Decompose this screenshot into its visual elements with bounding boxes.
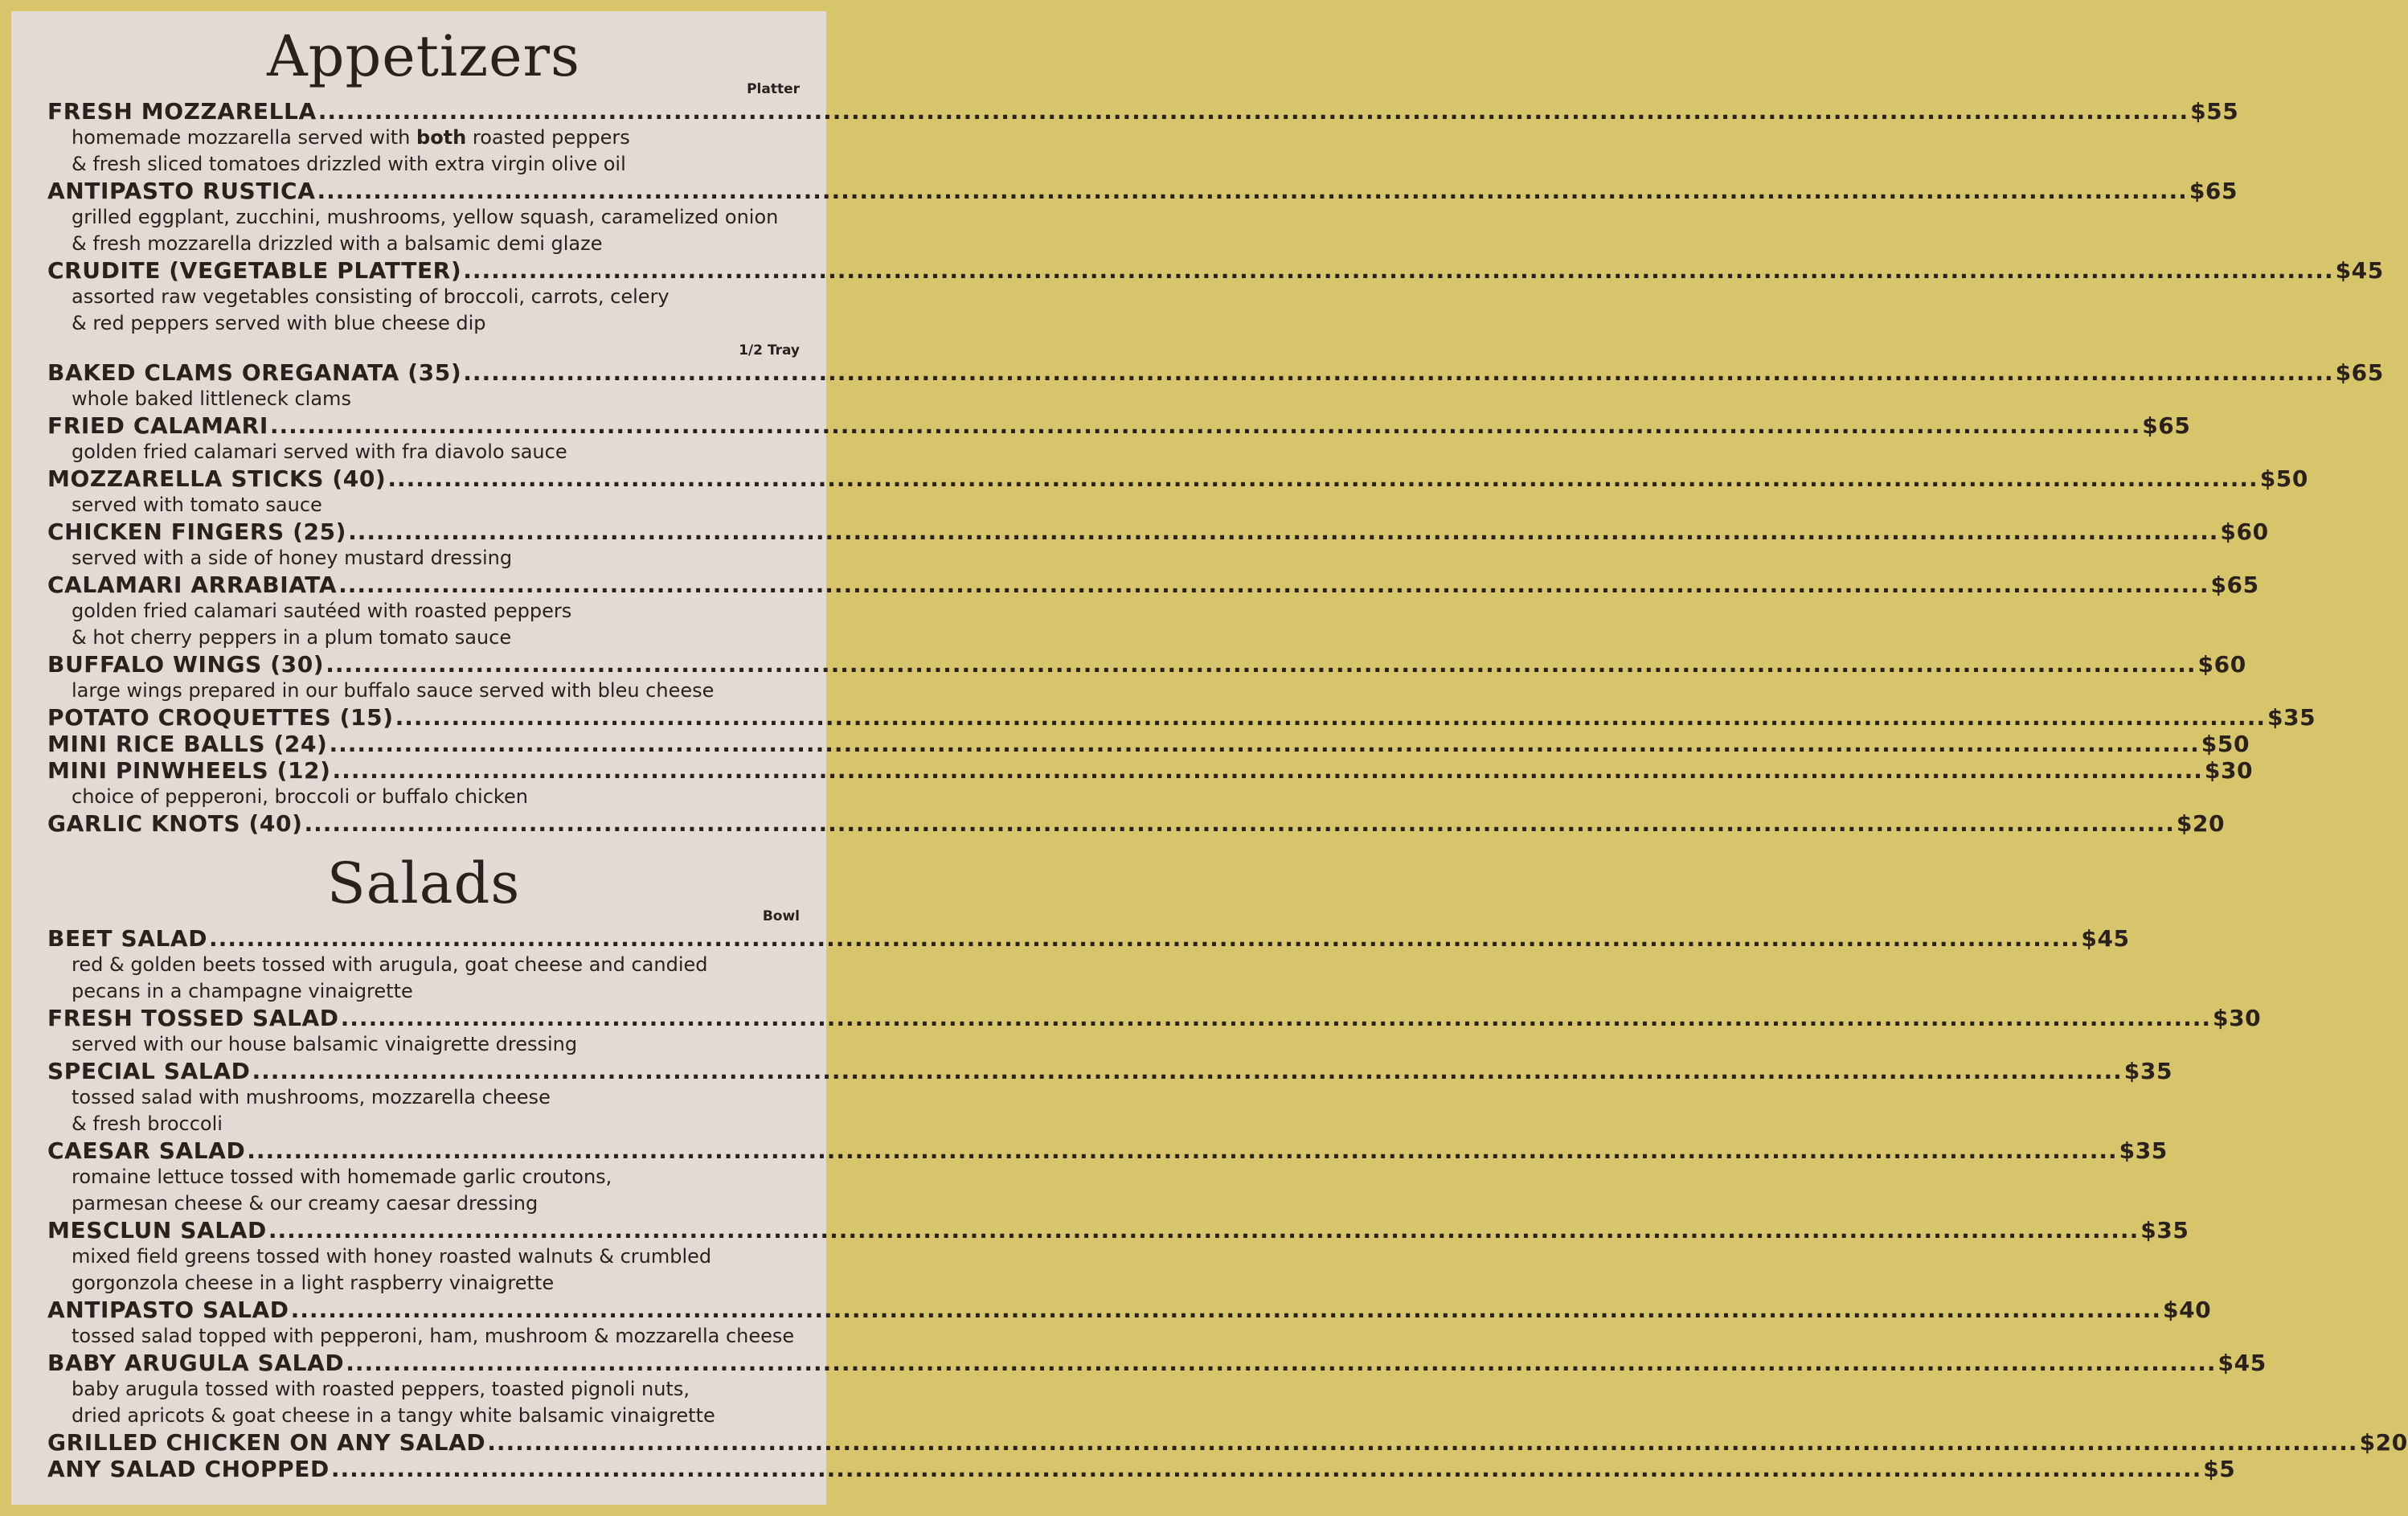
- description-text: parmesan cheese & our creamy caesar dressing: [72, 1192, 539, 1215]
- item-price: $5: [2203, 1456, 2236, 1482]
- item-description: [47, 439, 800, 465]
- item-name: FRESH TOSSED SALAD: [47, 1005, 339, 1031]
- dot-leader: ........................................................................................................................................................................................................: [338, 572, 2209, 598]
- menu-item: [47, 465, 2308, 492]
- item-name: BUFFALO WINGS (30): [47, 651, 325, 678]
- item-price: $60: [2197, 651, 2246, 678]
- menu-item: [47, 1297, 2212, 1323]
- item-name: FRESH MOZZARELLA: [47, 98, 317, 125]
- item-description: [47, 625, 800, 651]
- item-name: BEET SALAD: [47, 925, 208, 952]
- dot-leader: ........................................................................................................................................................................................................: [340, 1005, 2211, 1031]
- appetizers-title: Appetizers: [267, 23, 580, 89]
- item-price: $35: [2123, 1058, 2173, 1084]
- menu-item: [47, 1005, 2262, 1031]
- description-text: served with our house balsamic vinaigrette dressing: [72, 1033, 578, 1055]
- bowl-note: Bowl: [762, 908, 800, 924]
- description-text: & hot cherry peppers in a plum tomato sauce: [72, 626, 512, 649]
- item-price: $20: [2359, 1429, 2408, 1456]
- dot-leader: ........................................................................................................................................................................................................: [463, 359, 2334, 386]
- item-price: $50: [2259, 465, 2308, 492]
- dot-leader: ........................................................................................................................................................................................................: [317, 178, 2188, 204]
- item-description: [47, 1403, 800, 1429]
- item-name: ANTIPASTO RUSTICA: [47, 178, 316, 204]
- item-price: $45: [2081, 925, 2130, 952]
- description-text: & fresh sliced tomatoes drizzled with extra virgin olive oil: [72, 153, 626, 175]
- item-name: ANTIPASTO SALAD: [47, 1297, 289, 1323]
- item-name: MOZZARELLA STICKS (40): [47, 465, 387, 492]
- item-description: [47, 1031, 800, 1058]
- menu-item: [47, 359, 2384, 386]
- item-description: [47, 1270, 800, 1297]
- item-name: MINI RICE BALLS (24): [47, 731, 328, 757]
- item-description: [47, 952, 800, 978]
- menu-item: [47, 1217, 2189, 1244]
- half-tray-note: 1/2 Tray: [739, 342, 800, 359]
- item-price: $45: [2218, 1350, 2267, 1376]
- description-text: dried apricots & goat cheese in a tangy white balsamic vinaigrette: [72, 1404, 715, 1427]
- description-text: gorgonzola cheese in a light raspberry vinaigrette: [72, 1272, 555, 1294]
- item-description: [47, 1084, 800, 1111]
- item-price: $50: [2201, 731, 2250, 757]
- menu-item: [47, 178, 2238, 204]
- dot-leader: ........................................................................................................................................................................................................: [317, 98, 2189, 125]
- menu-item: [47, 704, 2316, 731]
- item-description: [47, 1164, 800, 1190]
- menu-item: [47, 1137, 2168, 1164]
- description-text: pecans in a champagne vinaigrette: [72, 980, 413, 1002]
- item-price: $60: [2220, 518, 2269, 545]
- description-text: & red peppers served with blue cheese dip: [72, 312, 486, 334]
- description-text: mixed field greens tossed with honey roasted walnuts & crumbled: [72, 1245, 712, 1268]
- dot-leader: ........................................................................................................................................................................................................: [463, 257, 2334, 284]
- description-text: red & golden beets tossed with arugula, goat cheese and candied: [72, 953, 708, 976]
- item-description: [47, 231, 800, 257]
- item-name: POTATO CROQUETTES (15): [47, 704, 394, 731]
- item-name: CALAMARI ARRABIATA: [47, 572, 338, 598]
- description-text: roasted peppers: [466, 126, 630, 149]
- item-name: CRUDITE (VEGETABLE PLATTER): [47, 257, 462, 284]
- menu-item: [47, 1456, 2236, 1482]
- dot-leader: ........................................................................................................................................................................................................: [332, 757, 2203, 784]
- item-price: $30: [2213, 1005, 2262, 1031]
- item-name: MESCLUN SALAD: [47, 1217, 267, 1244]
- dot-leader: ........................................................................................................................................................................................................: [326, 651, 2197, 678]
- item-name: FRIED CALAMARI: [47, 412, 268, 439]
- item-price: $45: [2335, 257, 2384, 284]
- item-description: [47, 678, 800, 704]
- item-price: $55: [2190, 98, 2239, 125]
- item-price: $35: [2119, 1137, 2168, 1164]
- item-description: [47, 1376, 800, 1403]
- dot-leader: ........................................................................................................................................................................................................: [209, 925, 2080, 952]
- menu-item: [47, 518, 2269, 545]
- menu-item: [47, 925, 2130, 952]
- item-description: [47, 151, 800, 178]
- item-description: [47, 1111, 800, 1137]
- item-description: [47, 492, 800, 518]
- menu-item: [47, 572, 2259, 598]
- item-description: [47, 545, 800, 572]
- item-name: BAKED CLAMS OREGANATA (35): [47, 359, 462, 386]
- description-text: served with a side of honey mustard dressing: [72, 547, 513, 569]
- dot-leader: ........................................................................................................................................................................................................: [247, 1137, 2118, 1164]
- appetizer-list-tray: [47, 359, 2384, 837]
- item-name: MINI PINWHEELS (12): [47, 757, 331, 784]
- menu-item: [47, 651, 2246, 678]
- item-description: [47, 1244, 800, 1270]
- description-text: tossed salad with mushrooms, mozzarella cheese: [72, 1086, 551, 1108]
- dot-leader: ........................................................................................................................................................................................................: [290, 1297, 2161, 1323]
- description-text: & fresh mozzarella drizzled with a balsamic demi glaze: [72, 232, 603, 255]
- description-text: golden fried calamari sautéed with roasted peppers: [72, 600, 572, 622]
- item-description: [47, 204, 800, 231]
- item-description: [47, 386, 800, 412]
- platter-note: Platter: [747, 81, 800, 97]
- item-price: $65: [2189, 178, 2238, 204]
- dot-leader: ........................................................................................................................................................................................................: [387, 465, 2259, 492]
- description-text: homemade mozzarella served with: [72, 126, 417, 149]
- item-name: GARLIC KNOTS (40): [47, 810, 303, 837]
- menu-item: [47, 412, 2191, 439]
- description-text: served with tomato sauce: [72, 494, 322, 516]
- item-description: [47, 1190, 800, 1217]
- appetizer-list-platter: [47, 98, 2384, 337]
- dot-leader: ........................................................................................................................................................................................................: [304, 810, 2175, 837]
- dot-leader: ........................................................................................................................................................................................................: [346, 1350, 2217, 1376]
- item-price: $35: [2140, 1217, 2189, 1244]
- dot-leader: ........................................................................................................................................................................................................: [487, 1429, 2358, 1456]
- menu-item: [47, 1350, 2267, 1376]
- description-text: golden fried calamari served with fra diavolo sauce: [72, 440, 567, 463]
- item-description: [47, 125, 800, 151]
- item-description: [47, 310, 800, 337]
- description-text: choice of pepperoni, broccoli or buffalo chicken: [72, 785, 528, 808]
- item-name: ANY SALAD CHOPPED: [47, 1456, 330, 1482]
- menu-item: [47, 257, 2384, 284]
- item-description: [47, 978, 800, 1005]
- description-text: grilled eggplant, zucchini, mushrooms, yellow squash, caramelized onion: [72, 206, 779, 228]
- item-price: $65: [2335, 359, 2384, 386]
- item-price: $20: [2176, 810, 2226, 837]
- dot-leader: ........................................................................................................................................................................................................: [330, 1456, 2202, 1482]
- item-price: $30: [2204, 757, 2254, 784]
- item-name: CAESAR SALAD: [47, 1137, 246, 1164]
- dot-leader: ........................................................................................................................................................................................................: [269, 412, 2141, 439]
- description-text: whole baked littleneck clams: [72, 387, 351, 410]
- menu-item: [47, 98, 2239, 125]
- item-name: CHICKEN FINGERS (25): [47, 518, 347, 545]
- menu-item: [47, 1058, 2173, 1084]
- menu-panel: [11, 11, 2408, 1505]
- description-text: both: [416, 126, 467, 149]
- item-description: [47, 1323, 800, 1350]
- menu-item: [47, 731, 2250, 757]
- item-description: [47, 284, 800, 310]
- dot-leader: ........................................................................................................................................................................................................: [395, 704, 2266, 731]
- salad-list: [47, 925, 2408, 1482]
- item-price: $35: [2267, 704, 2316, 731]
- description-text: large wings prepared in our buffalo sauce served with bleu cheese: [72, 679, 715, 702]
- item-description: [47, 598, 800, 625]
- item-price: $65: [2142, 412, 2191, 439]
- menu-item: [47, 757, 2254, 784]
- item-price: $40: [2163, 1297, 2212, 1323]
- item-name: GRILLED CHICKEN ON ANY SALAD: [47, 1429, 486, 1456]
- description-text: tossed salad topped with pepperoni, ham, mushroom & mozzarella cheese: [72, 1325, 795, 1347]
- description-text: assorted raw vegetables consisting of broccoli, carrots, celery: [72, 285, 670, 308]
- dot-leader: ........................................................................................................................................................................................................: [329, 731, 2200, 757]
- dot-leader: ........................................................................................................................................................................................................: [348, 518, 2219, 545]
- description-text: & fresh broccoli: [72, 1112, 223, 1135]
- menu-item: [47, 810, 2226, 837]
- description-text: romaine lettuce tossed with homemade garlic croutons,: [72, 1166, 612, 1188]
- item-name: BABY ARUGULA SALAD: [47, 1350, 345, 1376]
- item-name: SPECIAL SALAD: [47, 1058, 251, 1084]
- dot-leader: ........................................................................................................................................................................................................: [268, 1217, 2140, 1244]
- dot-leader: ........................................................................................................................................................................................................: [252, 1058, 2123, 1084]
- item-description: [47, 784, 800, 810]
- menu-item: [47, 1429, 2408, 1456]
- salads-title: Salads: [326, 850, 521, 916]
- description-text: baby arugula tossed with roasted peppers, toasted pignoli nuts,: [72, 1378, 690, 1400]
- menu-content: [47, 11, 2408, 1482]
- item-price: $65: [2210, 572, 2259, 598]
